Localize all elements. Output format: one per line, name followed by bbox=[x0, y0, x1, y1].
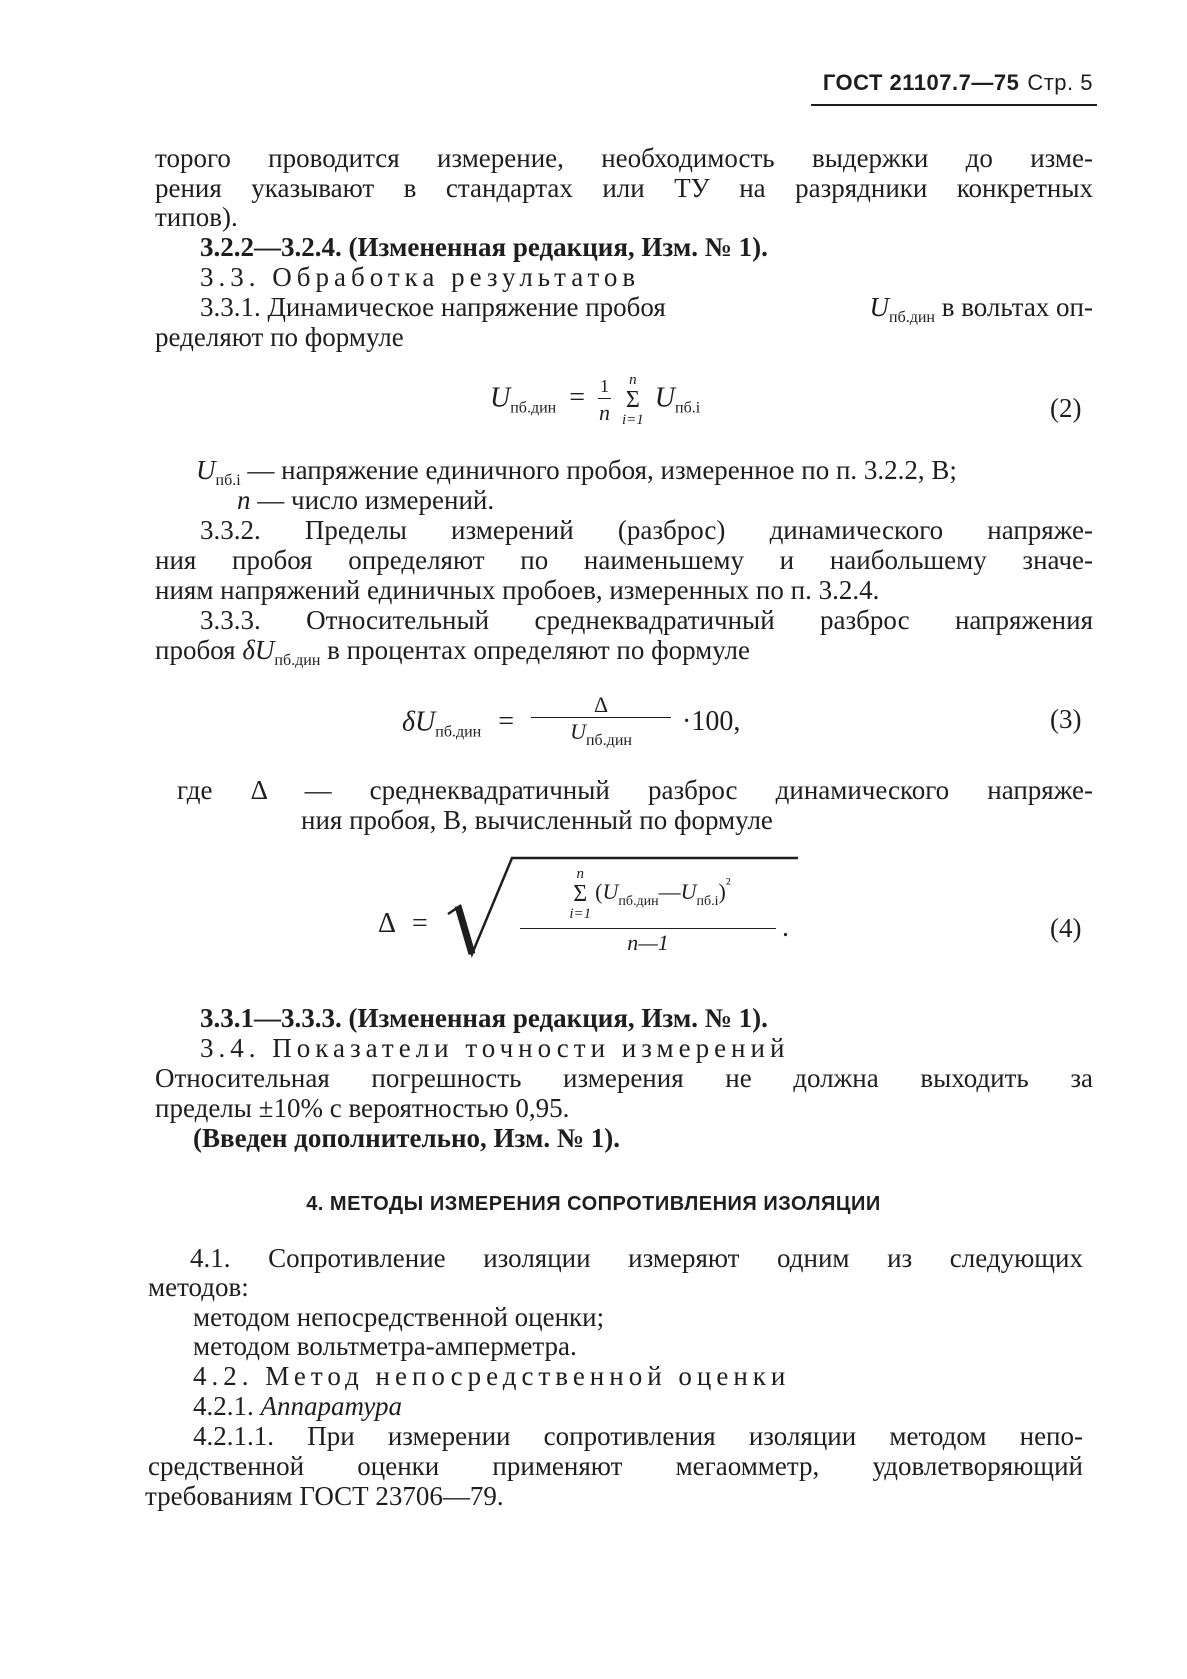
text-line: n — число измерений. bbox=[237, 485, 495, 515]
text-line: пределы ±10% с вероятностью 0,95. bbox=[155, 1093, 570, 1123]
formula-2: $U_{пб.дин}$ = $\frac{1}{n}$ n Σ i=1 $U_{пб.i}$ bbox=[490, 372, 701, 428]
subsection-heading: 4.2.1. Аппаратура bbox=[193, 1391, 402, 1421]
text-line: рения указывают в стандартах или ТУ на разрядники конкретных bbox=[155, 173, 1093, 203]
text-line: методов: bbox=[148, 1272, 249, 1302]
text-line: 4.2.1.1. При измерении сопротивления изоляции методом непо- bbox=[193, 1421, 1083, 1451]
formula-3: $\delta U_{пб.дин}$ = $\frac{\Delta}{U_{пб.дин}}$ ·100, bbox=[402, 692, 741, 749]
text-line: $U_{пб.i}$ — напряжение единичного пробоя, измеренное по п. 3.2.2, В; bbox=[196, 455, 957, 489]
equation-number: (4) bbox=[1050, 913, 1082, 943]
text-line: 3.3.2. Пределы измерений (разброс) динамического напряже- bbox=[200, 515, 1093, 545]
equation-number: (2) bbox=[1050, 393, 1082, 423]
text-line: ния пробоя, В, вычисленный по формуле bbox=[301, 805, 773, 835]
subsection-heading: 3.4. Показатели точности измерений bbox=[200, 1033, 790, 1063]
text-line: 4.1. Сопротивление изоляции измеряют одним из следующих bbox=[190, 1243, 1083, 1273]
subsection-heading: 4.2. Метод непосредственной оценки bbox=[193, 1361, 791, 1391]
amendment-note: 3.2.2—3.2.4. (Измененная редакция, Изм. № 1). bbox=[200, 232, 768, 262]
text-line: ния пробоя определяют по наименьшему и наибольшему значе- bbox=[155, 545, 1093, 575]
text-line: требованиям ГОСТ 23706—79. bbox=[145, 1481, 504, 1511]
header-rule bbox=[811, 104, 1097, 106]
text-line: пробоя $\delta U_{пб.дин}$ в процентах определяют по формуле bbox=[155, 635, 751, 669]
page-number: Стр. 5 bbox=[1027, 70, 1093, 95]
text-line: средственной оценки применяют мегаомметр, удовлетворяющий bbox=[148, 1451, 1083, 1481]
text-line: Относительная погрешность измерения не должна выходить за bbox=[155, 1063, 1093, 1093]
document-page: ГОСТ 21107.7—75 Стр. 5 торого проводится измерение, необходимость выдержки до изме- рения указывают в стандартах или ТУ на разрядники конкретных типов). 3.2.2—3.2.4. (Измененная редакция, Изм. № 1). 3.3. Обработка результатов 3.3.1. Динамическое напряжение пробоя $U_{пб.дин}$ в вольтах оп- ределяют по формуле $U_{пб.дин}$ = $\frac{1}{n}$ n Σ i=1 $U_{пб.i}$ (2) $U_{пб.i}$ — напряжение единичного пробоя, измеренное по п. 3.2.2, В; n — число измерений. 3.3.2. Пределы измерений (разброс) динамического напряже- ния пробоя определяют по наименьшему и наибольшему значе- ниям напряжений единичных пробоев, измеренных по п. 3.2.4. 3.3.3. Относительный среднеквадратичный разброс напряжения пробоя $\delta U_{пб.дин}$ в процентах определяют по формуле $\delta U_{пб.дин}$ = $\frac{\Delta}{U_{пб.дин}}$ ·100, (3) где Δ — среднеквадратичный разброс динамического напряже- ния пробоя, В, вычисленный по формуле Δ = n Σ i=1 $(U_{пб.дин}—U_{пб.i})^{^2}$ n—1 . (4) 3.3.1—3.3.3. (Измененная редакция, Изм. № 1). 3.4. Показатели точности измерений Относительная погрешность измерения не должна выходить за пределы ±10% с вероятностью 0,95. (Введен дополнительно, Изм. № 1). 4. МЕТОДЫ ИЗМЕРЕНИЯ СОПРОТИВЛЕНИЯ ИЗОЛЯЦИИ 4.1. Сопротивление изоляции измеряют одним из следующих методов: методом непосредственной оценки; методом вольтметра-амперметра. 4.2. Метод непосредственной оценки 4.2.1. Аппаратура 4.2.1.1. При измерении сопротивления изоляции методом непо- средственной оценки применяют мегаомметр, удовлетворяющий требованиям ГОСТ 23706—79. bbox=[0, 0, 1187, 1679]
equation-number: (3) bbox=[1050, 704, 1082, 734]
page-header bbox=[823, 70, 1093, 96]
section-heading: 4. МЕТОДЫ ИЗМЕРЕНИЯ СОПРОТИВЛЕНИЯ ИЗОЛЯЦИИ bbox=[306, 1193, 881, 1215]
subsection-heading: 3.3. Обработка результатов bbox=[200, 262, 641, 292]
text-line: 3.3.1. Динамическое напряжение пробоя $U_{пб.дин}$ в вольтах оп- bbox=[200, 292, 1093, 326]
text-line: методом непосредственной оценки; bbox=[193, 1302, 605, 1332]
text-line: 3.3.3. Относительный среднеквадратичный разброс напряжения bbox=[200, 605, 1093, 635]
amendment-note: 3.3.1—3.3.3. (Измененная редакция, Изм. № 1). bbox=[200, 1003, 768, 1033]
standard-number: ГОСТ 21107.7—75 bbox=[822, 70, 1020, 95]
text-line: ниям напряжений единичных пробоев, измеренных по п. 3.2.4. bbox=[155, 575, 880, 605]
text-line: типов). bbox=[155, 202, 238, 232]
text-line: где Δ — среднеквадратичный разброс динамического напряже- bbox=[177, 775, 1093, 805]
text-line: торого проводится измерение, необходимость выдержки до изме- bbox=[155, 143, 1093, 173]
text-line: ределяют по формуле bbox=[155, 322, 404, 352]
text-line: методом вольтметра-амперметра. bbox=[193, 1331, 577, 1361]
amendment-note: (Введен дополнительно, Изм. № 1). bbox=[193, 1123, 620, 1153]
